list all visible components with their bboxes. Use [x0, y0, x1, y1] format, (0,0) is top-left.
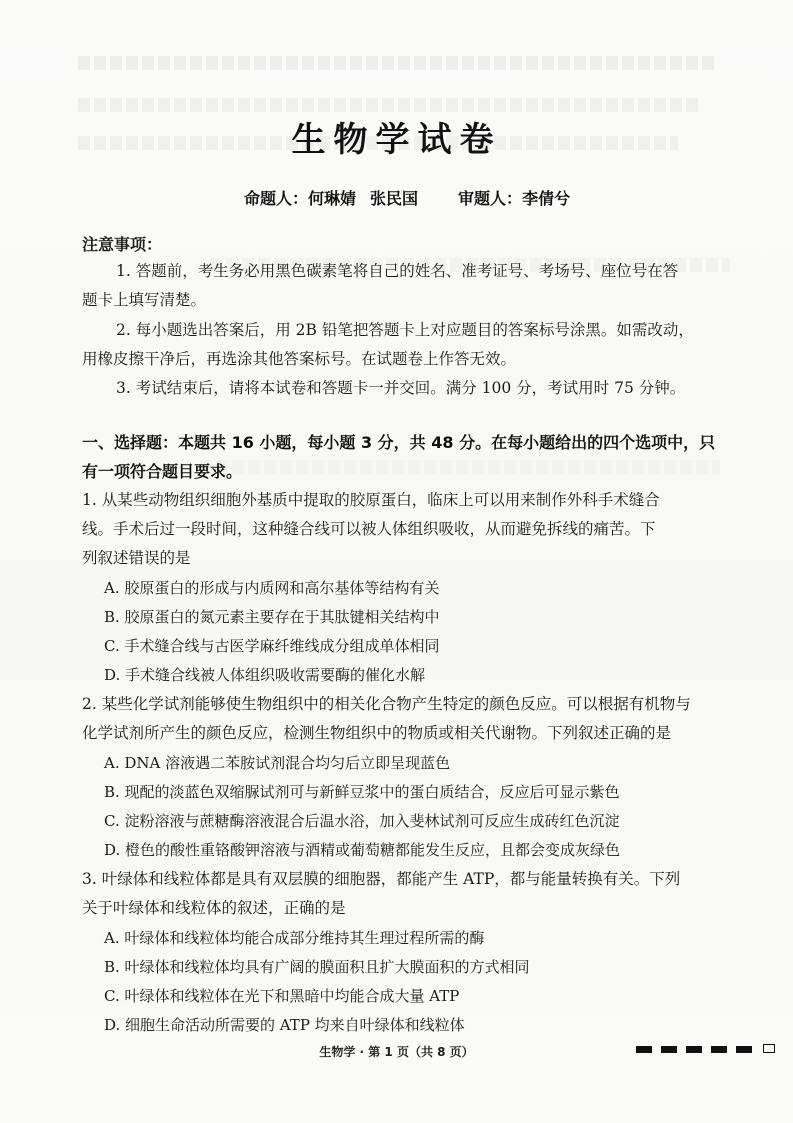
filled-square-icon: [636, 1046, 652, 1053]
question-2-stem: [82, 690, 762, 748]
question-stem-line: 2. 某些化学试剂能够使生物组织中的相关化合物产生特定的颜色反应。可以根据有机物与: [82, 695, 691, 713]
filled-square-icon: [686, 1046, 702, 1053]
question-1-option-d: D. 手术缝合线被人体组织吸收需要酶的催化水解: [104, 666, 426, 684]
question-2-option-b: B. 现配的淡蓝色双缩脲试剂可与新鲜豆浆中的蛋白质结合，反应后可显示紫色: [104, 783, 620, 801]
reviewer-name: 李倩兮: [522, 189, 571, 208]
question-stem-line: 线。手术后过一段时间，这种缝合线可以被人体组织吸收，从而避免拆线的痛苦。下: [82, 520, 656, 538]
notice-item-3: 3. 考试结束后，请将本试卷和答题卡一并交回。满分 100 分，考试用时 75 分钟。: [116, 379, 686, 397]
question-3-option-a: A. 叶绿体和线粒体均能合成部分维持其生理过程所需的酶: [104, 929, 485, 947]
question-2-option-d: D. 橙色的酸性重铬酸钾溶液与酒精或葡萄糖都能发生反应，且都会变成灰绿色: [104, 841, 621, 859]
notice-item-2-line-2: 用橡皮擦干净后，再选涂其他答案标号。在试题卷上作答无效。: [82, 350, 517, 368]
question-1-option-c: C. 手术缝合线与古医学麻纤维线成分组成单体相同: [104, 637, 440, 655]
question-1-option-a: A. 胶原蛋白的形成与内质网和高尔基体等结构有关: [104, 579, 440, 597]
notice-item-1-line-2: 题卡上填写清楚。: [82, 291, 207, 309]
setter-name-1: 何琳婧: [308, 189, 357, 208]
setter-label: 命题人：: [244, 189, 309, 208]
section-heading-line-1: 一、选择题：本题共 16 小题，每小题 3 分，共 48 分。在每小题给出的四个选项中，只: [82, 433, 716, 452]
question-3-option-c: C. 叶绿体和线粒体在光下和黑暗中均能合成大量 ATP: [104, 987, 460, 1005]
question-3-option-d: D. 细胞生命活动所需要的 ATP 均来自叶绿体和线粒体: [104, 1016, 465, 1034]
setter-name-2: 张民国: [370, 189, 419, 208]
question-3-stem: [82, 865, 762, 923]
section-heading-line-2: 有一项符合题目要求。: [82, 462, 243, 481]
notice-item-2-line-1: 2. 每小题选出答案后，用 2B 铅笔把答题卡上对应题目的答案标号涂黑。如需改动，: [116, 321, 694, 339]
question-1-option-b: B. 胶原蛋白的氮元素主要存在于其肽键相关结构中: [104, 608, 440, 626]
question-2-option-a: A. DNA 溶液遇二苯胺试剂混合均匀后立即呈现蓝色: [104, 754, 451, 772]
question-3-option-b: B. 叶绿体和线粒体均具有广阔的膜面积且扩大膜面积的方式相同: [104, 958, 530, 976]
question-2-option-c: C. 淀粉溶液与蔗糖酶溶液混合后温水浴，加入斐林试剂可反应生成砖红色沉淀: [104, 812, 620, 830]
hollow-square-icon: [763, 1044, 775, 1053]
bleed-through-texture: [78, 56, 718, 70]
filled-square-icon: [711, 1046, 727, 1053]
authors-line: [244, 186, 570, 209]
notice-item-1-line-1: 1. 答题前，考生务必用黑色碳素笔将自己的姓名、准考证号、考场号、座位号在答: [116, 262, 679, 280]
question-stem-line: 化学试剂所产生的颜色反应，检测生物组织中的物质或相关代谢物。下列叙述正确的是: [82, 724, 672, 742]
page-footer: 生物学 · 第 1 页（共 8 页）: [319, 1045, 474, 1059]
bleed-through-texture: [78, 98, 698, 112]
section-heading: [82, 428, 762, 486]
question-1-stem: [82, 486, 762, 573]
page-title: 生物学试卷: [291, 120, 502, 160]
filled-square-icon: [736, 1046, 752, 1053]
notice-heading: 注意事项：: [82, 235, 163, 254]
filled-square-icon: [661, 1046, 677, 1053]
question-stem-line: 3. 叶绿体和线粒体都是具有双层膜的细胞器，都能产生 ATP，都与能量转换有关。下列: [82, 870, 681, 888]
reviewer-label: 审题人：: [458, 189, 523, 208]
question-stem-line: 关于叶绿体和线粒体的叙述，正确的是: [82, 899, 346, 917]
question-stem-line: 列叙述错误的是: [82, 549, 191, 567]
question-stem-line: 1. 从某些动物组织细胞外基质中提取的胶原蛋白，临床上可以用来制作外科手术缝合: [82, 491, 660, 509]
